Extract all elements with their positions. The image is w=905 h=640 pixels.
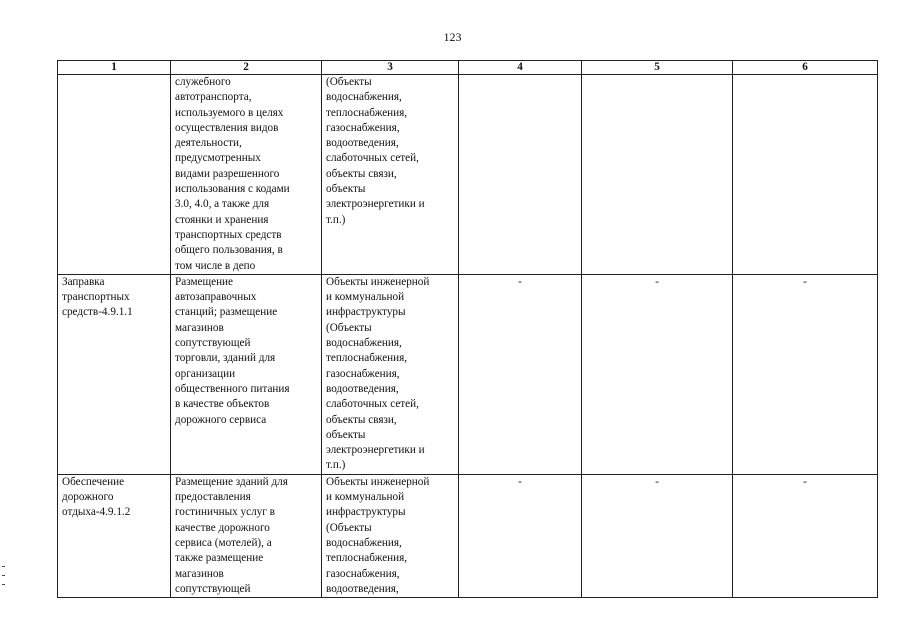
cell-text-line: слаботочных сетей, — [326, 398, 419, 411]
cell-text-line: предоставления — [175, 491, 251, 504]
scan-edge-mark — [2, 566, 5, 567]
cell-text-line: инфраструктуры — [326, 306, 406, 319]
cell-text-line: и коммунальной — [326, 291, 405, 304]
land-use-type-cell — [58, 274, 171, 474]
cell-text-line: гостиничных услуг в — [175, 506, 275, 519]
cell-text-line: Размещение зданий для — [175, 475, 288, 488]
cell-text-line: водоотведения, — [326, 582, 399, 595]
cell-text-line: объекты — [326, 428, 366, 441]
cell-text-line: водоотведения, — [326, 137, 399, 150]
cell-text-line: предусмотренных — [175, 152, 261, 165]
column-header-2: 2 — [171, 61, 322, 75]
cell-text-line: дорожного — [62, 491, 114, 504]
permitted-use-description-cell — [171, 474, 322, 597]
infrastructure-objects-cell — [322, 75, 459, 275]
cell-value: - — [518, 275, 522, 288]
cell-text-line: видами разрешенного — [175, 167, 280, 180]
cell-text-line: газоснабжения, — [326, 121, 400, 134]
infrastructure-objects-cell — [322, 274, 459, 474]
table-row — [58, 474, 878, 597]
cell-text-line: Обеспечение — [62, 475, 125, 488]
cell-text-line: газоснабжения, — [326, 367, 400, 380]
cell-text-line: сопутствующей — [175, 582, 251, 595]
cell-text-line: использования с кодами — [175, 183, 290, 196]
cell-text-line: транспортных — [62, 291, 130, 304]
cell-text-line: станций; размещение — [175, 306, 278, 319]
cell-value: - — [655, 475, 659, 488]
column-6-cell — [733, 75, 878, 275]
cell-text-line: автотранспорта, — [175, 91, 252, 104]
cell-text-line: Заправка — [62, 275, 105, 288]
column-header-6: 6 — [733, 61, 878, 75]
cell-text-line: объекты связи, — [326, 167, 397, 180]
table-row — [58, 75, 878, 275]
cell-text-line: общественного питания — [175, 382, 290, 395]
column-4-cell — [459, 474, 582, 597]
column-5-cell — [582, 75, 733, 275]
cell-text-line: водоотведения, — [326, 382, 399, 395]
cell-text-line: автозаправочных — [175, 291, 257, 304]
column-4-cell — [459, 75, 582, 275]
table-body — [58, 75, 878, 598]
cell-text-line: том числе в депо — [175, 259, 256, 272]
cell-text-line: дорожного сервиса — [175, 413, 267, 426]
cell-value: - — [518, 475, 522, 488]
column-6-cell — [733, 274, 878, 474]
cell-value: - — [655, 275, 659, 288]
cell-text-line: в качестве объектов — [175, 398, 270, 411]
cell-text-line: Объекты инженерной — [326, 475, 430, 488]
cell-value: - — [803, 275, 807, 288]
cell-text-line: также размещение — [175, 552, 264, 565]
scan-edge-mark — [2, 575, 5, 576]
cell-text-line: сопутствующей — [175, 337, 251, 350]
cell-text-line: качестве дорожного — [175, 521, 270, 534]
cell-text-line: газоснабжения, — [326, 567, 400, 580]
cell-text-line: т.п.) — [326, 459, 346, 472]
cell-text-line: общего пользования, в — [175, 244, 283, 257]
header-row — [58, 61, 878, 75]
cell-text-line: слаботочных сетей, — [326, 152, 419, 165]
cell-text-line: организации — [175, 367, 236, 380]
document-table — [57, 60, 878, 598]
page-number: 123 — [443, 30, 462, 44]
land-use-type-cell — [58, 474, 171, 597]
cell-text-line: теплоснабжения, — [326, 352, 408, 365]
cell-text-line: (Объекты — [326, 521, 372, 534]
column-header-1: 1 — [58, 61, 171, 75]
cell-text-line: транспортных средств — [175, 228, 282, 241]
table-row — [58, 274, 878, 474]
cell-text-line: (Объекты — [326, 321, 372, 334]
cell-text-line: инфраструктуры — [326, 506, 406, 519]
cell-text-line: магазинов — [175, 567, 224, 580]
permitted-use-description-cell — [171, 75, 322, 275]
cell-text-line: деятельности, — [175, 137, 242, 150]
cell-text-line: 3.0, 4.0, а также для — [175, 198, 270, 211]
cell-text-line: водоснабжения, — [326, 91, 402, 104]
cell-value: - — [803, 475, 807, 488]
cell-text-line: стоянки и хранения — [175, 213, 269, 226]
cell-text-line: используемого в целях — [175, 106, 284, 119]
cell-text-line: (Объекты — [326, 76, 372, 88]
infrastructure-objects-cell — [322, 474, 459, 597]
cell-text-line: электроэнергетики и — [326, 444, 425, 457]
cell-text-line: объекты связи, — [326, 413, 397, 426]
scan-edge-mark — [2, 584, 5, 585]
column-4-cell — [459, 274, 582, 474]
cell-text-line: магазинов — [175, 321, 224, 334]
cell-text-line: и коммунальной — [326, 491, 405, 504]
column-5-cell — [582, 474, 733, 597]
cell-text-line: Размещение — [175, 275, 234, 288]
column-header-5: 5 — [582, 61, 733, 75]
permitted-use-description-cell — [171, 274, 322, 474]
column-header-4: 4 — [459, 61, 582, 75]
cell-text-line: Объекты инженерной — [326, 275, 430, 288]
column-header-3: 3 — [322, 61, 459, 75]
cell-text-line: осуществления видов — [175, 121, 279, 134]
cell-text-line: т.п.) — [326, 213, 346, 226]
column-6-cell — [733, 474, 878, 597]
cell-text-line: теплоснабжения, — [326, 552, 408, 565]
cell-text-line: электроэнергетики и — [326, 198, 425, 211]
cell-text-line: теплоснабжения, — [326, 106, 408, 119]
cell-text-line: водоснабжения, — [326, 337, 402, 350]
cell-text-line: отдыха-4.9.1.2 — [62, 506, 131, 519]
cell-text-line: средств-4.9.1.1 — [62, 306, 133, 319]
cell-text-line: объекты — [326, 183, 366, 196]
column-5-cell — [582, 274, 733, 474]
cell-text-line: служебного — [175, 76, 231, 88]
cell-text-line: сервиса (мотелей), а — [175, 536, 272, 549]
cell-text-line: торговли, зданий для — [175, 352, 276, 365]
land-use-type-cell — [58, 75, 171, 275]
cell-text-line: водоснабжения, — [326, 536, 402, 549]
